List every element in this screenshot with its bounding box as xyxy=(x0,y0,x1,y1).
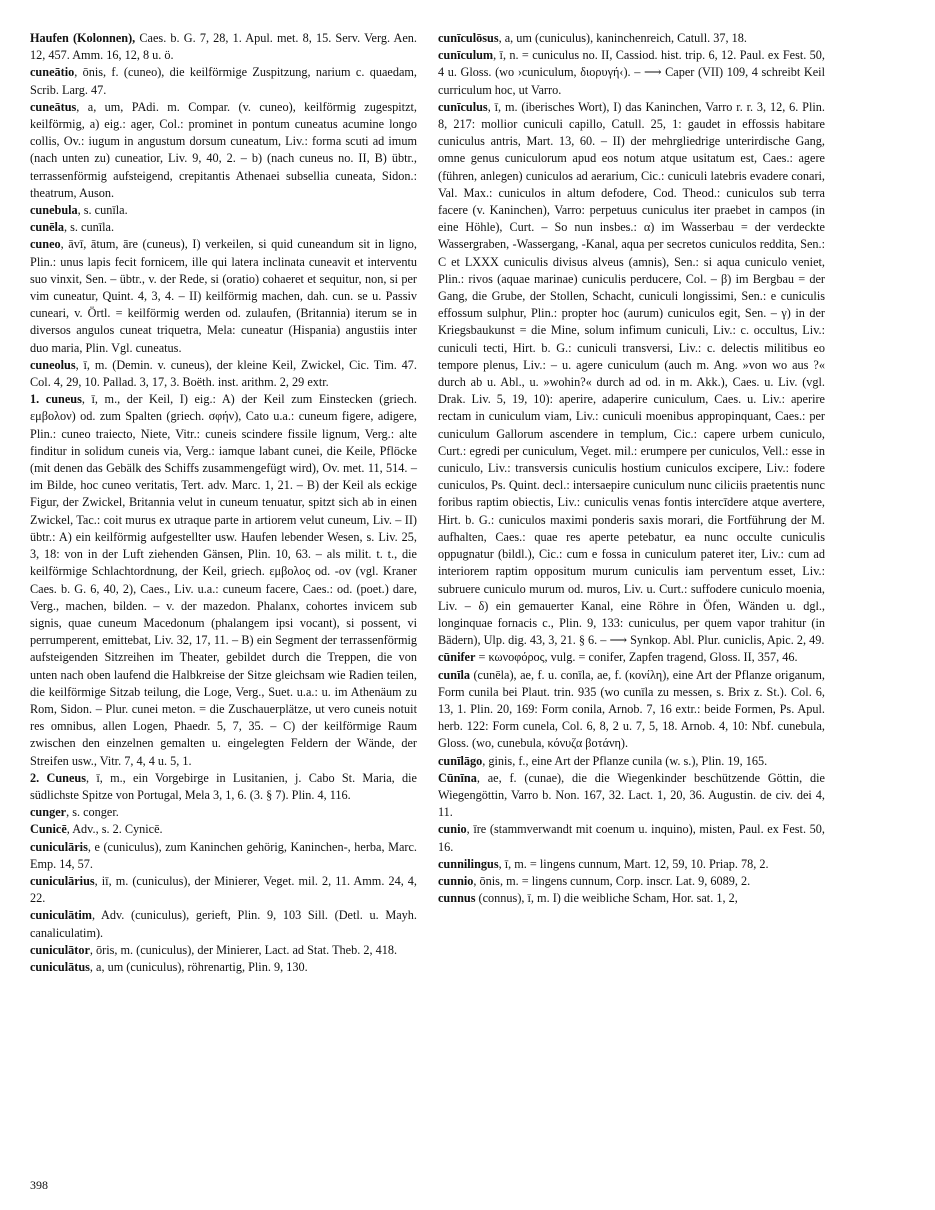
entry-definition: , s. conger. xyxy=(66,805,119,820)
dictionary-entry xyxy=(438,873,825,890)
entry-definition: , ae, f. (cunae), die die Wiegenkinder beschützende Göttin, die Wiegengöttin, Varro b. Non. 167, 32. Lact. 1, 20, 36. Augustin. de civ. dei 4, 11. xyxy=(438,770,825,820)
dictionary-entry xyxy=(438,30,825,47)
page-number: 398 xyxy=(30,1178,48,1192)
entry-headword: 1. cuneus xyxy=(30,392,82,407)
entry-definition: , s. cunīla. xyxy=(64,220,115,235)
dictionary-entry xyxy=(30,804,417,821)
entry-definition: , āvī, ātum, āre (cuneus), I) verkeilen, si quid cuneandum sit in ligno, Plin.: unus lapis fecit fornicem, ille qui latera inclinata cuneavit et interventu suo vinxit, Sen. – übtr., v. der Rede, si (oratio) cohaeret et sequitur, non, si per vim cuneatur, Quint. 4, 3, 4. – II) keilförmig machen, dah. cun. se u. Passiv cuneari, v. Örtl. = keilförmig werden od. zulaufen, (Britannia) iterum se in diversos angulos cuneat triquetra, Mela: cuneatur (Hispania) angustiis inter duo maria, Plin. Vgl. cuneatus. xyxy=(30,237,417,355)
entry-definition: , ī, m. (Demin. v. cuneus), der kleine Keil, Zwickel, Cic. Tim. 47. Col. 4, 29, 10. Pallad. 3, 17, 3. Boëth. inst. arithm. 2, 29 extr. xyxy=(30,357,417,390)
entry-headword: cunīculus xyxy=(438,99,488,114)
entry-definition: , ī, m. (iberisches Wort), I) das Kaninchen, Varro r. r. 3, 12, 6. Plin. 8, 217: mollior cuniculi capillo, Catull. 25, 1: gaudet in effossis habitare cuniculus antris, Mart. 13, 60. – II) der mehrgliedrige unterirdische Gang, omne genus cuniculorum apud eos notum atque usitatum est, Caes.: agere (führen, anlegen) cuniculos ad aerarium, Cic.: cuniculi latebris evadere conari, Val. Max.: cuniculos in altum defodere, Cod. Theod.: cuniculos sub terra facere (v. Kaninchen), Varro: perpetuus cuniculus iter praebet in campos (in eine Höhle), Curt. – So nun insbes.: α) im Wasserbau = der verdeckte Wassergraben, -Wassergang, -Kanal, aqua per secretos cuniculos reddita, Sen.: C et LXXX cuniculis divisus alveus (amnis), Sen.: si aqua cuniculo veniet, Plin.: rivos (aquae marinae) cuniculis perducere, Col. – β) im Bergbau = der Gang, die Grube, der Stollen, Schacht, cuniculi longissimi, Sen.: e cuniculis effossum sulphur, Plin.: propter hoc (aurum) cuniculos egit, Sen. – γ) in der Kriegsbaukunst = die Mine, solum infimum cuniculi, Liv.: c. occultus, Liv.: cuniculi tecti, Hirt. b. G.: cuniculi transversi, Liv.: c. delectis militibus eo tempore plenus, Liv.: – u. agere cuniculum (auch m. Ang. »von wo aus ?« durch ab u. Abl., u. »wohin?« durch ad od. in m. Akk.), Caes. u. Liv. (vgl. Drak. Liv. 5, 19, 10): aperire, adaperire cuniculum, Caes. u. Liv.: aperire rectam in cuniculum viam, Liv.: cuniculi moenibus appropinquant, Caes.: per cuniculum Gallorum ascendere in templum, Cic.: capere urbem cuniculo, Curt.: egredi per cuniculum, Veget. mil.: erumpere per cuniculos, Vell.: esse in cuniculo, Liv.: transversis cuniculis hostium cuniculos excipere, Liv.: fodere cuniculos, Ps. Quint. decl.: intersaepire cuniculum nunc ciliciis praetentis nunc foribus raptim obiectis, Liv.: cuniculis venas fontis intercīdere atque avertere, Hirt. b. G.: cuniculos maximi ponderis saxis morari, die Fortführung der M. aufhalten, Caes.: quae res aperte petebatur, ea nunc occulte cuniculis oppugnatur (bildl.), Cic.: cum e fossa in cuniculum pateret iter, Liv.: cum ad interiorem raptim oppositum murum cuniculis iam perventum esset, Liv.: subruere cuniculo murum od. muros, Liv. u. Curt.: suffodere cuniculo moenia, Liv. – δ) ein gemauerter Kanal, eine Röhre in Öfen, Wänden u. dgl., longinquae fornacis c., Plin. 9, 133: cuniculus, per quem vapor trahitur (in Bädern), Ulp. dig. 43, 3, 21. § 6. – ⟶ Synkop. Abl. Plur. cuniclis, Apic. 2, 49. xyxy=(438,99,825,648)
dictionary-entry xyxy=(30,770,417,804)
entry-headword: cunnilingus xyxy=(438,856,499,871)
entry-headword: cunīculōsus xyxy=(438,31,499,45)
dictionary-entry xyxy=(30,873,417,907)
entry-definition: , ginis, f., eine Art der Pflanze cunila (w. s.), Plin. 19, 165. xyxy=(482,753,768,768)
entry-definition: , a, um, PAdi. m. Compar. (v. cuneo), keilförmig zugespitzt, keilförmig, a) eig.: ager, Col.: prominet in pontum cuneatus acumine longo collis, Ov.: iugum in angustum dorsum cuneatum, Liv.: forma scuti ad imum (nach unten zu) cuneatior, Liv. 9, 40, 2. – b) (nach cuneus no. II, B) übtr., terrassenförmig aufsteigend, crepitantis Athenaei subsellia cuneata, Sidon.: theatrum, Auson. xyxy=(30,99,417,200)
entry-definition: , ōnis, m. = lingens cunnum, Corp. inscr. Lat. 9, 6089, 2. xyxy=(473,873,751,888)
dictionary-entry xyxy=(30,839,417,873)
entry-definition: , e (cuniculus), zum Kaninchen gehörig, Kaninchen-, herba, Marc. Emp. 14, 57. xyxy=(30,839,417,871)
right-column xyxy=(438,30,825,907)
dictionary-entry xyxy=(30,391,417,769)
entry-headword: Cūnīna xyxy=(438,770,477,785)
dictionary-entry xyxy=(30,236,417,356)
entry-definition: , a, um (cuniculus), kaninchenreich, Catull. 37, 18. xyxy=(498,31,747,45)
entry-headword: cuniculāris xyxy=(30,839,88,854)
dictionary-entry xyxy=(30,30,417,64)
entry-headword: cuniculātim xyxy=(30,908,92,923)
entry-definition: , īre (stammverwandt mit coenum u. inquino), misten, Paul. ex Fest. 50, 16. xyxy=(438,822,825,854)
entry-definition: , ī, n. = cuniculus no. II, Cassiod. hist. trip. 6, 12. Paul. ex Fest. 50, 4 u. Gloss. (wo ›cuniculum, διορυγή‹). – ⟶ Caper (VII) 109, 4 schreibt Keil curriculum hoc, ut Varro. xyxy=(438,48,825,97)
entry-headword: cuniculārius xyxy=(30,873,95,888)
dictionary-entry xyxy=(30,357,417,391)
dictionary-entry xyxy=(30,959,417,976)
entry-headword: cunēla xyxy=(30,220,65,235)
entry-headword: cuneātio xyxy=(30,65,75,80)
entry-headword: cunger xyxy=(30,805,67,820)
dictionary-entry xyxy=(438,821,825,855)
entry-definition: , ōnis, f. (cuneo), die keilförmige Zuspitzung, narium c. quaedam, Scrib. Larg. 47. xyxy=(30,65,417,97)
entry-definition: (connus), ī, m. I) die weibliche Scham, Hor. sat. 1, 2, xyxy=(475,891,738,906)
entry-headword: cunīla xyxy=(438,667,470,682)
dictionary-entry xyxy=(438,47,825,99)
entry-headword: cunīculum xyxy=(438,48,494,63)
entry-definition: = κωνοφόρος, vulg. = conifer, Zapfen tragend, Gloss. II, 357, 46. xyxy=(475,650,798,665)
dictionary-entry xyxy=(30,821,417,838)
entry-definition: , s. cunīla. xyxy=(77,203,128,218)
entry-definition: , Adv., s. 2. Cynicē. xyxy=(66,822,163,837)
entry-definition: , ī, m., der Keil, I) eig.: A) der Keil zum Einstecken (griech. εμβολον) od. zum Spalten (griech. σφήν), Cato u.a.: cuneum figere, adigere, Plin.: cuneo traiecto, Niete, Vitr.: cuneis scindere fissile lignum, Verg.: alte finditur in solidum cuneis via, Verg.: iamque labant cunei, die Keile, Pflöcke (mit denen das Gebälk des Schiffs zusammengefügt wird), Ov. met. 11, 514. – im Bilde, hoc cuneo veritatis, Tert. adv. Marc. 1, 21. – B) der Keil als eckige Figur, der Zwickel, Britannia velut in cuneum tenuatur, spitzt sich ab in einen Zwickel, Tac.: coit murus ex utraque parte in artiorem velut cuneum, Liv. – II) übtr.: A) ein keilförmig aufgestellter usw. Haufen lebender Wesen, s. Liv. 25, 3, 18: von in der Luft ziehenden Gänsen, Plin. 10, 63. – als milit. t. t., die keilförmige Schlachtordnung, der Keil, griech. εμβολος od. -ov (vgl. Kraner Caes. b. G. 6, 40, 2), Caes., Liv. u.a.: cuneum facere, Caes.: od. (poet.) dare, Verg., machen, bilden. – v. der mazedon. Phalanx, cohortes invicem sub signis, quae cuneum Macedonum (phalangem ipsi vocant), si possent, vi perrumperent, emittebat, Liv. 32, 17, 11. – B) ein Segment der terrassenförmig aufsteigenden Sitzreihen im Theater, gebildet durch die Treppen, die von unten nach oben laufend die Halbkreise der Sitze gleichsam wie Radien teilen, die keilförmige Sitzab teilung, die Loge, Verg., Suet. u.a.: u. im Athenäum zu Rom, Sidon. – Plur. cunei meton. = die Zuschauerplätze, ut vero cuneis notuit res omnibus, allen Logen, Phaedr. 5, 7, 35. – C) der keilförmige Raum zwischen den einzelnen gemalten u. eingelegten Feldern der Wände, der Streifen usw., Vitr. 7, 4, 4 u. 5, 1. xyxy=(30,392,417,768)
entry-definition: (cunēla), ae, f. u. conīla, ae, f. (κονίλη), eine Art der Pflanze origanum, Form cunila bei Plaut. trin. 935 (wo cunīla zu messen, s. Brix z. St.). Col. 6, 13, 1. Plin. 20, 169: Form conila, Arnob. 7, 16 extr.: beide Formen, Ps. Apul. herb. 122: Form cunela, Col. 6, 8, 2 u. 7, 5, 18. Arnob. 4, 10: Nbf. cunebula, Gloss. (wo, cunebula, κόνυζα βοτάνη). xyxy=(438,667,825,751)
entry-headword: cuneātus xyxy=(30,99,77,114)
entry-headword: cunnus xyxy=(438,891,476,906)
entry-headword: cunio xyxy=(438,822,467,837)
left-column xyxy=(30,30,417,976)
entry-headword: Haufen (Kolonnen), xyxy=(30,31,136,45)
entry-headword: cuneo xyxy=(30,237,61,252)
entry-headword: cūnifer xyxy=(438,650,476,665)
entry-headword: cuneolus xyxy=(30,357,76,372)
entry-headword: 2. Cuneus xyxy=(30,770,86,785)
entry-definition: , a, um (cuniculus), röhrenartig, Plin. 9, 130. xyxy=(89,959,308,974)
entry-headword: cuniculātor xyxy=(30,942,90,957)
dictionary-entry xyxy=(30,219,417,236)
entry-definition: , iī, m. (cuniculus), der Minierer, Veget. mil. 2, 11. Amm. 24, 4, 22. xyxy=(30,873,417,906)
entry-definition: , Adv. (cuniculus), gerieft, Plin. 9, 103 Sill. (Detl. u. Mayh. canaliculatim). xyxy=(30,908,417,940)
dictionary-entry xyxy=(30,907,417,941)
entry-headword: cunebula xyxy=(30,203,78,218)
dictionary-entry xyxy=(438,770,825,822)
dictionary-entry xyxy=(438,890,825,907)
dictionary-entry xyxy=(30,942,417,959)
entry-headword: cunīlāgo xyxy=(438,753,483,768)
entry-definition: Caes. b. G. 7, 28, 1. Apul. met. 8, 15. Serv. Verg. Aen. 12, 457. Amm. 16, 12, 8 u. ö. xyxy=(30,31,417,63)
entry-definition: , ī, m., ein Vorgebirge in Lusitanien, j. Cabo St. Maria, die südlichste Spitze von Portugal, Mela 3, 1, 6. (3. § 7). Plin. 4, 116. xyxy=(30,770,417,802)
dictionary-entry xyxy=(438,649,825,666)
entry-headword: cunnio xyxy=(438,873,474,888)
dictionary-entry xyxy=(30,99,417,202)
entry-definition: , ōris, m. (cuniculus), der Minierer, Lact. ad Stat. Theb. 2, 418. xyxy=(89,942,398,957)
entry-headword: cuniculātus xyxy=(30,959,90,974)
entry-definition: , ī, m. = lingens cunnum, Mart. 12, 59, 10. Priap. 78, 2. xyxy=(498,856,769,871)
dictionary-entry xyxy=(438,99,825,650)
dictionary-entry xyxy=(438,856,825,873)
dictionary-entry xyxy=(438,667,825,753)
dictionary-entry xyxy=(30,64,417,98)
dictionary-entry xyxy=(438,753,825,770)
dictionary-entry xyxy=(30,202,417,219)
entry-headword: Cunicē xyxy=(30,822,67,837)
